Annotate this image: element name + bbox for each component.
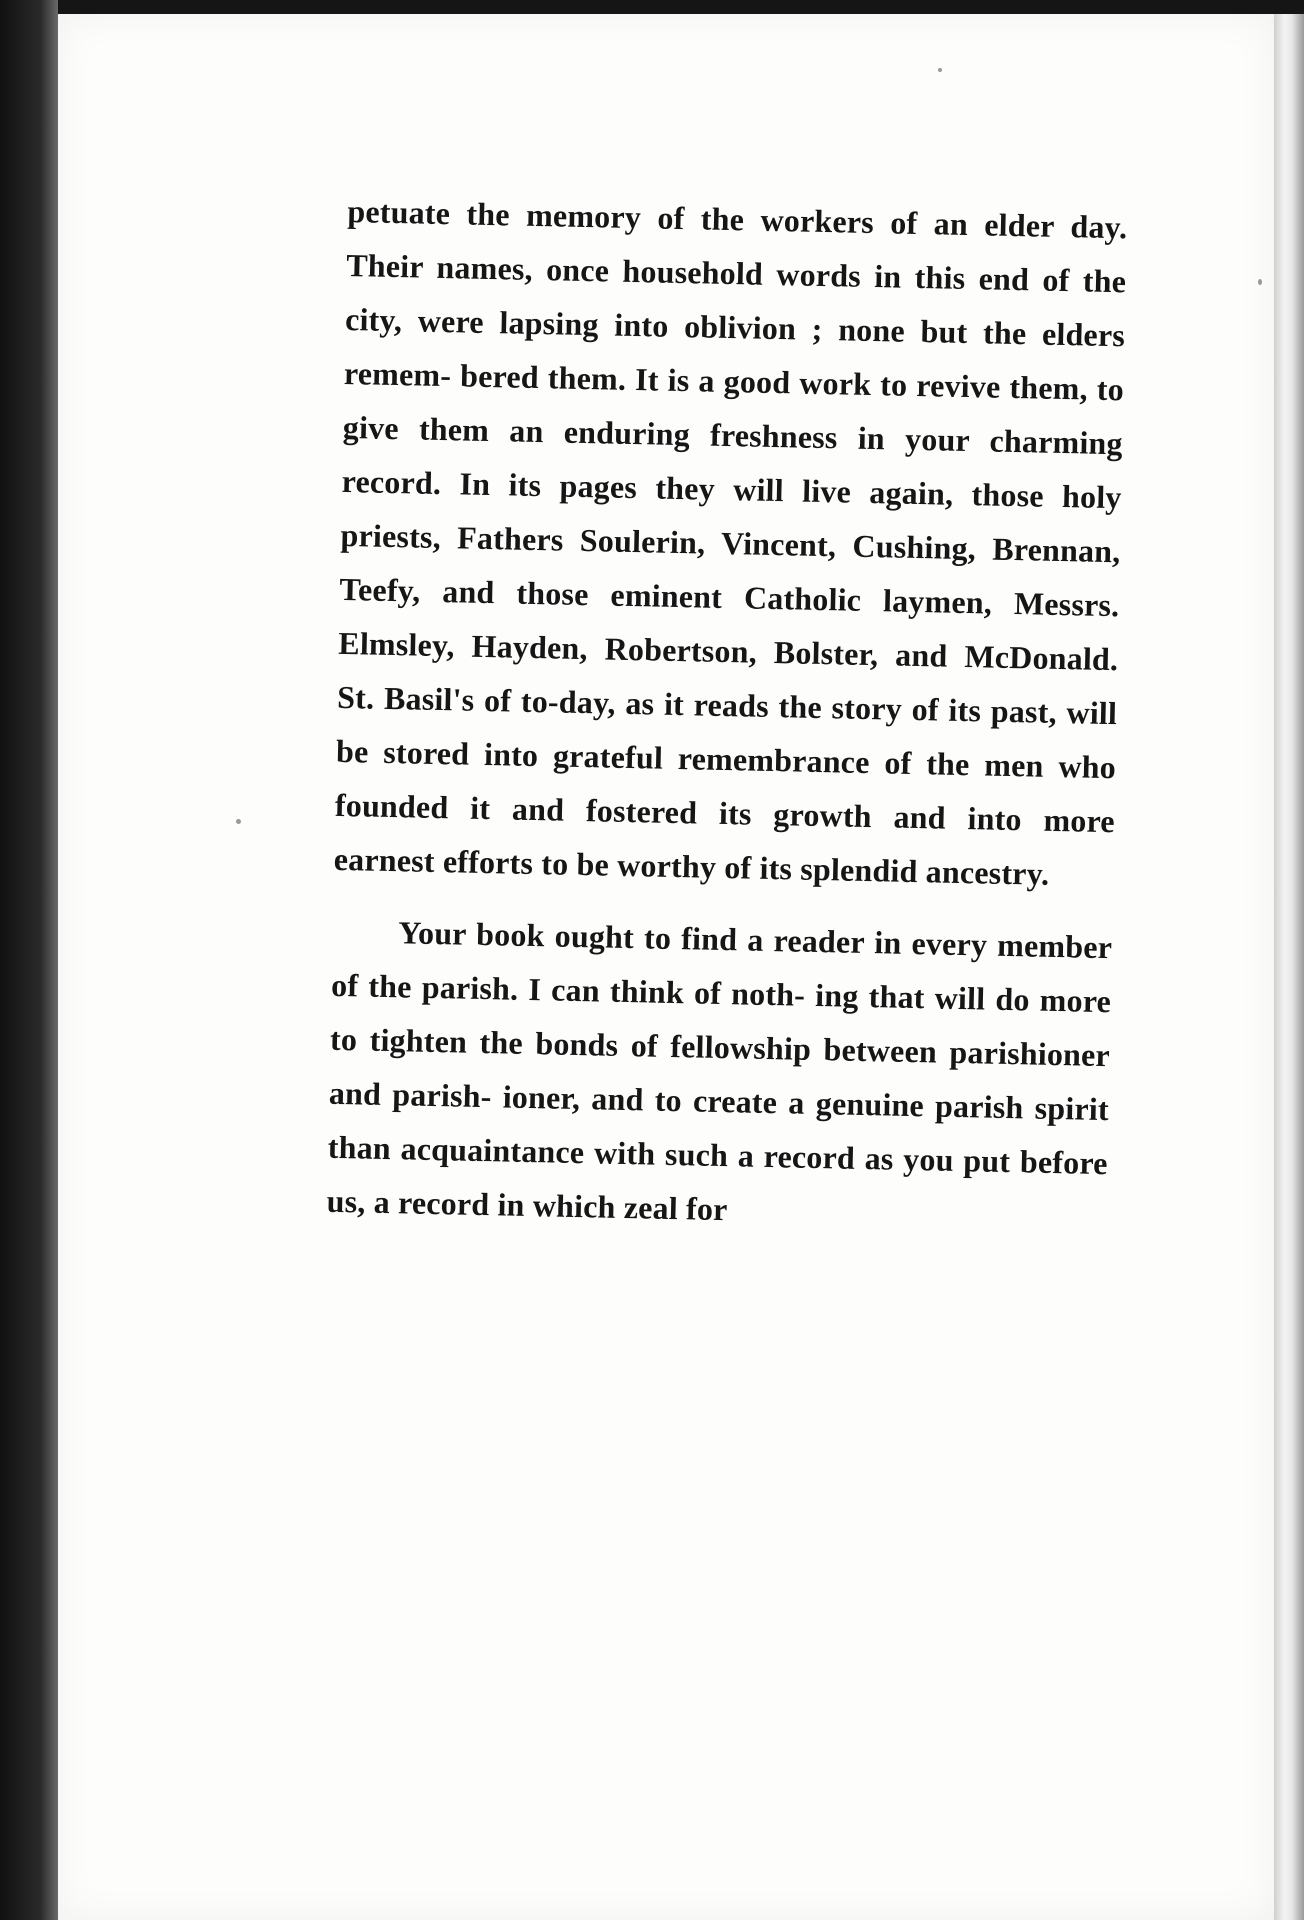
paper-speck — [236, 819, 241, 824]
scan-top-edge — [0, 0, 1304, 14]
paragraph-2: Your book ought to find a reader in every member of the parish. I can think of noth- ing that will do more to tighten the bonds of fellowship between parishioner and parish- ioner, and to create a genuine parish spirit than acquaintance with such a record as you put before us, a record in which zeal for — [326, 914, 1113, 1228]
scan-left-edge — [0, 0, 58, 1920]
page-stack-edge — [1274, 14, 1304, 1920]
paper-speck — [938, 68, 942, 72]
paragraph-1: petuate the memory of the workers of an elder day. Their names, once household words in this end of the city, were lapsing into oblivion ; none but the elders remem- bered them. It is a good work to revive them, to give them an enduring freshness in your charming record. In its pages they will live again, those holy priests, Fathers Soulerin, Vincent, Cushing, Brennan, Teefy, and those eminent Catholic laymen, Messrs. Elmsley, Hayden, Robertson, Bolster, and McDonald. St. Basil's of to-day, as it reads the story of its past, will be stored into grateful remembrance of the men who founded it and fostered its growth and into more earnest efforts to be worthy of its splendid ancestry. — [333, 192, 1128, 892]
body-text — [326, 184, 1128, 1244]
paper-speck — [1258, 279, 1262, 285]
